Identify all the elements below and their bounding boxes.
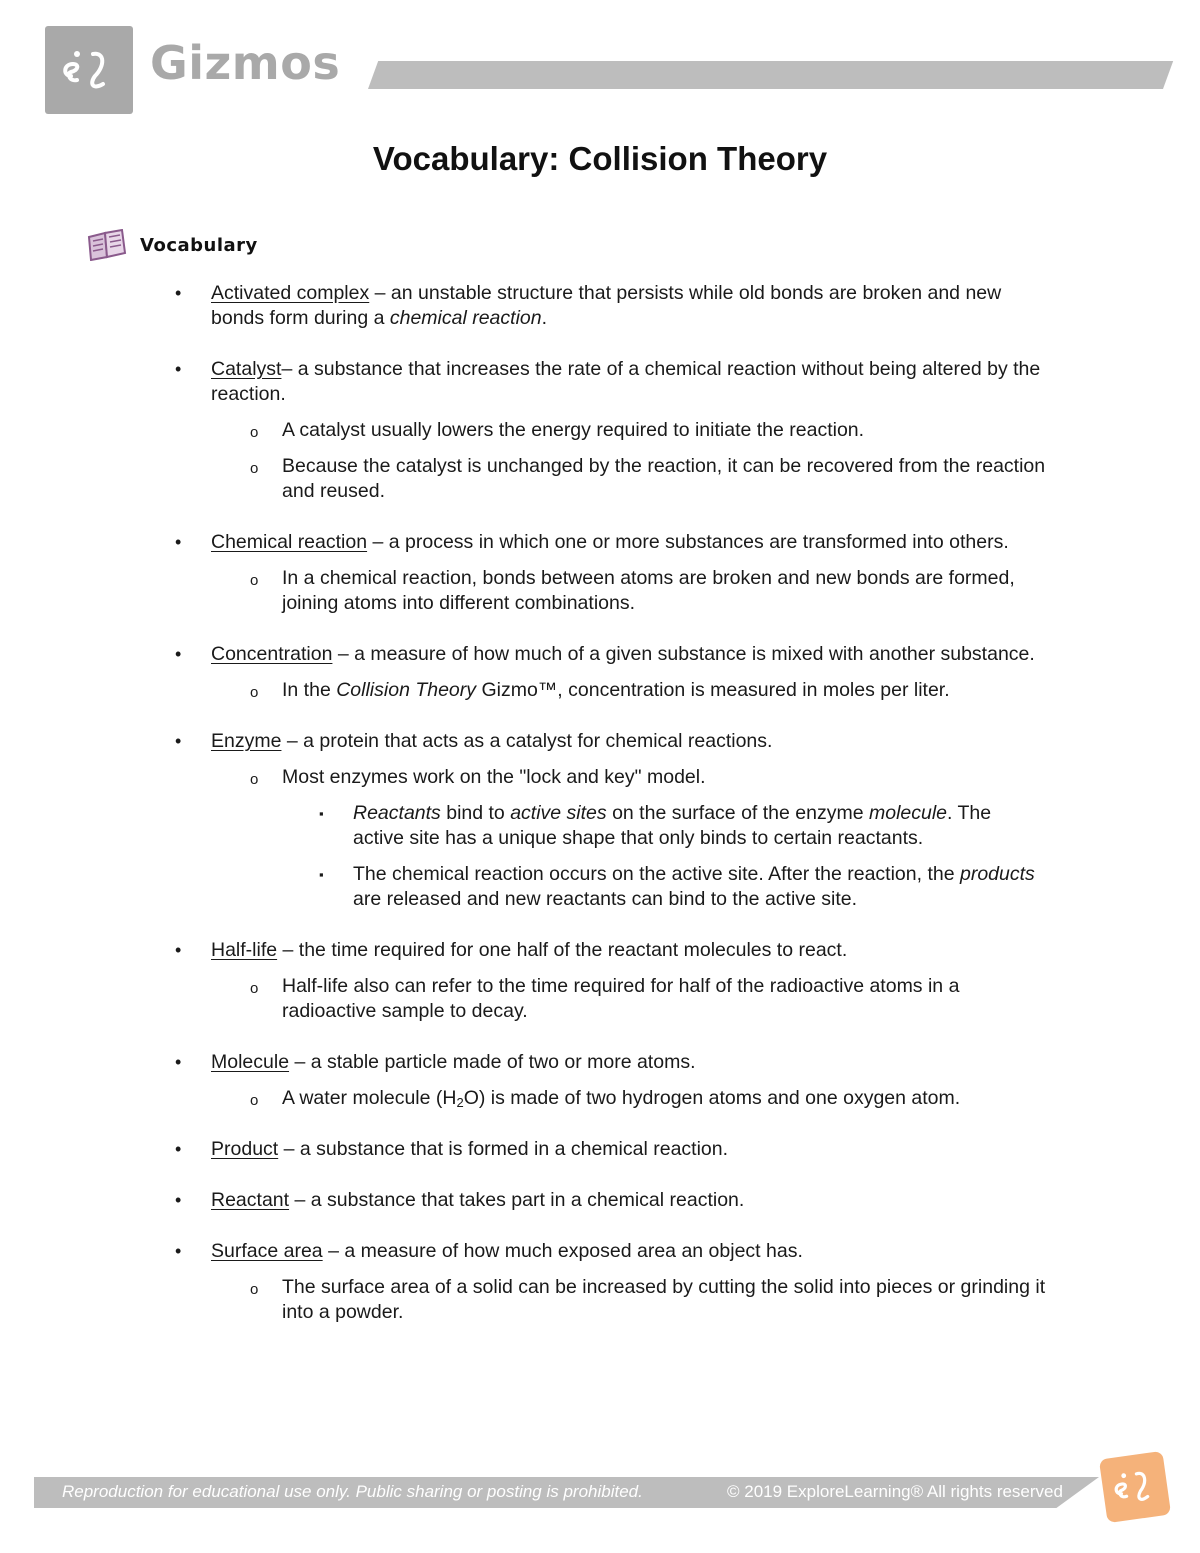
term-name: Reactant xyxy=(211,1189,290,1211)
sub-marker: o xyxy=(250,684,259,701)
emphasis-active-sites: active sites xyxy=(510,802,607,824)
el-logo-icon xyxy=(59,46,119,94)
bullet: • xyxy=(175,1190,182,1210)
el-logo xyxy=(45,26,133,114)
sub-item xyxy=(250,765,1057,912)
header-bar xyxy=(368,61,1173,89)
term-name: Chemical reaction xyxy=(211,531,368,553)
bullet: • xyxy=(175,532,182,552)
term-name: Product xyxy=(211,1138,279,1160)
term-definition: – a measure of how much of a given substance is mixed with another substance. xyxy=(332,643,1035,665)
sub-item xyxy=(250,974,1057,1024)
sub-item xyxy=(250,566,1057,616)
footer-notice: Reproduction for educational use only. Public sharing or posting is prohibited. xyxy=(62,1482,643,1501)
sub-item xyxy=(250,454,1057,504)
text: on the surface of the enzyme xyxy=(606,802,869,824)
bullet: • xyxy=(175,359,182,379)
list-item xyxy=(175,357,1051,504)
sub-item-text: The surface area of a solid can be increased by cutting the solid into pieces or grinding it into a powder. xyxy=(282,1276,1046,1323)
term-definition: – a substance that is formed in a chemical reaction. xyxy=(278,1138,729,1160)
list-item xyxy=(175,938,1051,1024)
bullet: • xyxy=(175,1052,182,1072)
text: bind to xyxy=(440,802,511,824)
sub-marker: o xyxy=(250,771,259,788)
term-definition: – an unstable structure that persists while old bonds are broken and new bonds form during a xyxy=(211,282,1002,329)
term-definition: – the time required for one half of the reactant molecules to react. xyxy=(277,939,848,961)
sub-marker: o xyxy=(250,424,259,441)
sub-item-text: A water molecule (H xyxy=(282,1087,457,1109)
emphasis-products: products xyxy=(959,863,1035,885)
list-item xyxy=(175,729,1051,912)
emphasis-molecule: molecule xyxy=(868,802,948,824)
list-item xyxy=(175,1050,1051,1111)
sub-item xyxy=(250,1086,1057,1111)
term-definition: – a protein that acts as a catalyst for chemical reactions. xyxy=(281,730,773,752)
term-definition: – a measure of how much exposed area an object has. xyxy=(322,1240,803,1262)
term-definition: – a substance that increases the rate of a chemical reaction without being altered by the reaction. xyxy=(211,358,1041,405)
text: . The active site has a unique shape that only binds to certain reactants. xyxy=(353,802,992,849)
brand-name: Gizmos xyxy=(150,36,341,90)
sub-item-text-end: Gizmo™, concentration is measured in moles per liter. xyxy=(476,679,950,701)
term-definition: – a substance that takes part in a chemical reaction. xyxy=(289,1189,745,1211)
emphasis-reactants: Reactants xyxy=(353,802,441,824)
term-name: Activated complex xyxy=(211,282,370,304)
list-item xyxy=(175,281,1051,331)
sub-item xyxy=(250,418,1057,443)
sub-sub-marker: ▪ xyxy=(319,806,324,821)
sub-item-text: A catalyst usually lowers the energy required to initiate the reaction. xyxy=(282,419,865,441)
term-name: Enzyme xyxy=(211,730,282,752)
text: are released and new reactants can bind to the active site. xyxy=(353,888,858,910)
sub-item-text: In a chemical reaction, bonds between atoms are broken and new bonds are formed, joining atoms into different combinations. xyxy=(282,567,1015,614)
section-heading-label: Vocabulary xyxy=(140,234,258,256)
term-name: Half-life xyxy=(211,939,278,961)
sub-marker: o xyxy=(250,1281,259,1298)
vocabulary-list xyxy=(0,281,1200,1351)
sub-marker: o xyxy=(250,572,259,589)
subscript: 2 xyxy=(456,1095,464,1110)
list-item xyxy=(175,1188,1051,1213)
term-name: Concentration xyxy=(211,643,333,665)
bullet: • xyxy=(175,1139,182,1159)
sub-marker: o xyxy=(250,460,259,477)
sub-item-text: Most enzymes work on the "lock and key" model. xyxy=(282,766,706,788)
sub-item-text: In the xyxy=(282,679,337,701)
sub-item-emphasis: Collision Theory xyxy=(336,679,477,701)
term-definition-emphasis: chemical reaction xyxy=(389,307,542,329)
term-definition-end: . xyxy=(541,307,548,329)
list-item xyxy=(175,530,1051,616)
footer-copyright: © 2019 ExploreLearning® All rights reserved xyxy=(727,1482,1063,1501)
text: The chemical reaction occurs on the active site. After the reaction, the xyxy=(353,863,960,885)
list-item xyxy=(175,642,1051,703)
sub-marker: o xyxy=(250,980,259,997)
term-definition: – a stable particle made of two or more atoms. xyxy=(289,1051,696,1073)
book-icon xyxy=(86,229,128,261)
sub-sub-item xyxy=(319,862,1043,912)
footer-logo xyxy=(1099,1451,1171,1523)
bullet: • xyxy=(175,940,182,960)
bullet: • xyxy=(175,283,182,303)
bullet: • xyxy=(175,1241,182,1261)
sub-sub-marker: ▪ xyxy=(319,867,324,882)
sub-marker: o xyxy=(250,1092,259,1109)
sub-item xyxy=(250,678,1057,703)
page-title: Vocabulary: Collision Theory xyxy=(372,140,828,177)
sub-item-text: Half-life also can refer to the time required for half of the radioactive atoms in a radioactive sample to decay. xyxy=(282,975,960,1022)
sub-sub-item xyxy=(319,801,1043,851)
sub-item xyxy=(250,1275,1057,1325)
el-logo-icon xyxy=(1108,1462,1162,1512)
list-item xyxy=(175,1239,1051,1325)
sub-item-text-end: O) is made of two hydrogen atoms and one oxygen atom. xyxy=(463,1087,961,1109)
section-heading xyxy=(86,228,258,262)
bullet: • xyxy=(175,644,182,664)
term-definition: – a process in which one or more substances are transformed into others. xyxy=(367,531,1009,553)
term-name: Catalyst xyxy=(211,358,282,380)
term-name: Surface area xyxy=(211,1240,323,1262)
term-name: Molecule xyxy=(211,1051,290,1073)
list-item xyxy=(175,1137,1051,1162)
sub-item-text: Because the catalyst is unchanged by the reaction, it can be recovered from the reaction and reused. xyxy=(282,455,1046,502)
bullet: • xyxy=(175,731,182,751)
